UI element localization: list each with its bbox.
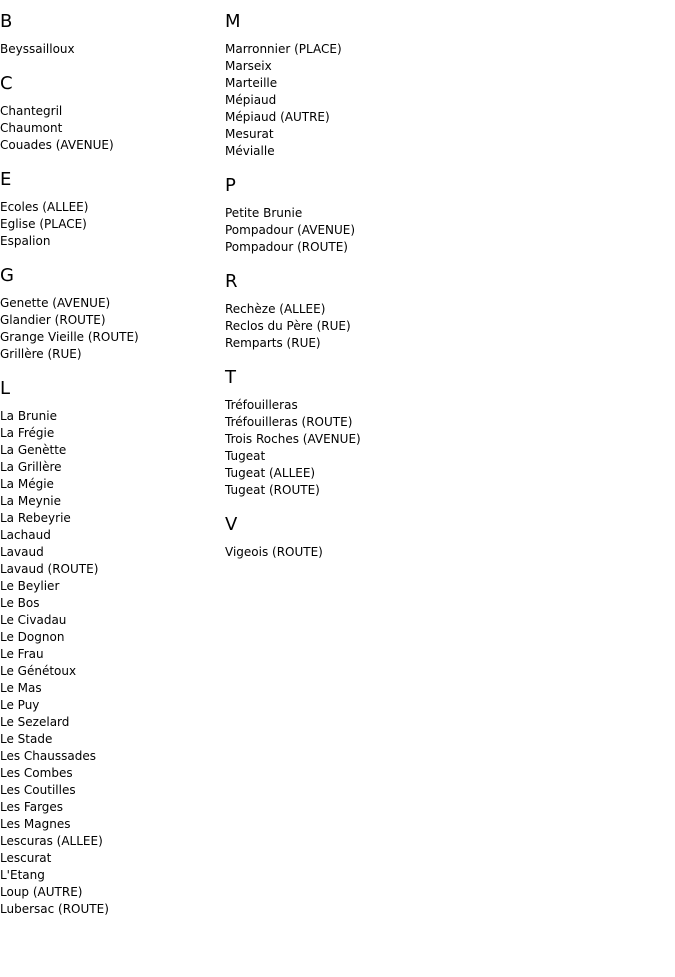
- street-name[interactable]: Le Civadau: [0, 613, 67, 627]
- street-name[interactable]: Grange Vieille (ROUTE): [0, 330, 139, 344]
- street-name[interactable]: Lubersac (ROUTE): [0, 902, 109, 916]
- street-name[interactable]: Trois Roches (AVENUE): [225, 432, 361, 446]
- letter-group: [0, 265, 220, 363]
- letter-group: [225, 175, 525, 256]
- street-name[interactable]: Mévialle: [225, 144, 275, 158]
- letter-heading: R: [225, 271, 238, 292]
- street-name[interactable]: Beyssailloux: [0, 42, 75, 56]
- street-name[interactable]: Les Combes: [0, 766, 73, 780]
- street-name[interactable]: Tréfouilleras (ROUTE): [225, 415, 353, 429]
- letter-heading: G: [0, 265, 14, 286]
- street-name[interactable]: Les Farges: [0, 800, 64, 814]
- letter-group: [225, 514, 525, 561]
- street-name[interactable]: Lachaud: [0, 528, 51, 542]
- letter-heading: L: [0, 378, 11, 399]
- letter-group: [225, 271, 525, 352]
- street-name[interactable]: Genette (AVENUE): [0, 296, 111, 310]
- street-name[interactable]: Remparts (RUE): [225, 336, 321, 350]
- street-list: [225, 41, 525, 160]
- street-name[interactable]: La Brunie: [0, 409, 57, 423]
- letter-group: [0, 169, 220, 250]
- letter-heading: P: [225, 175, 236, 196]
- street-name[interactable]: Pompadour (AVENUE): [225, 223, 356, 237]
- street-list: [0, 408, 220, 918]
- street-name[interactable]: Lavaud (ROUTE): [0, 562, 99, 576]
- street-name[interactable]: Pompadour (ROUTE): [225, 240, 348, 254]
- letter-heading: M: [225, 11, 241, 32]
- street-list: [225, 544, 525, 561]
- street-name[interactable]: Chaumont: [0, 121, 63, 135]
- street-name[interactable]: Marseix: [225, 59, 272, 73]
- street-name[interactable]: Reclos du Père (RUE): [225, 319, 351, 333]
- street-name[interactable]: Couades (AVENUE): [0, 138, 114, 152]
- street-name[interactable]: La Grillère: [0, 460, 62, 474]
- street-name[interactable]: Mesurat: [225, 127, 274, 141]
- street-list: [225, 397, 525, 499]
- street-name[interactable]: Le Bos: [0, 596, 40, 610]
- street-name[interactable]: Le Dognon: [0, 630, 65, 644]
- street-name[interactable]: Lescurat: [0, 851, 52, 865]
- street-name[interactable]: Le Mas: [0, 681, 42, 695]
- letter-group: [225, 367, 525, 499]
- letter-heading: T: [225, 367, 236, 388]
- street-name[interactable]: Tugeat (ALLEE): [225, 466, 316, 480]
- letter-heading: V: [225, 514, 238, 535]
- street-name[interactable]: Eglise (PLACE): [0, 217, 87, 231]
- street-name[interactable]: La Frégie: [0, 426, 55, 440]
- street-name[interactable]: Marronnier (PLACE): [225, 42, 342, 56]
- street-name[interactable]: Le Sezelard: [0, 715, 70, 729]
- street-name[interactable]: Le Beylier: [0, 579, 60, 593]
- street-list: [225, 205, 525, 256]
- street-name[interactable]: Lavaud: [0, 545, 44, 559]
- letter-heading: E: [0, 169, 12, 190]
- street-name[interactable]: Tugeat (ROUTE): [225, 483, 320, 497]
- letter-group: [0, 73, 220, 154]
- street-list: [0, 295, 220, 363]
- street-name[interactable]: Lescuras (ALLEE): [0, 834, 103, 848]
- street-name[interactable]: Tugeat: [225, 449, 266, 463]
- street-name[interactable]: Glandier (ROUTE): [0, 313, 106, 327]
- street-name[interactable]: Ecoles (ALLEE): [0, 200, 89, 214]
- street-name[interactable]: Chantegril: [0, 104, 63, 118]
- street-name[interactable]: Marteille: [225, 76, 278, 90]
- street-index-column-left: [0, 0, 220, 918]
- street-name[interactable]: Loup (AUTRE): [0, 885, 83, 899]
- street-name[interactable]: La Mégie: [0, 477, 54, 491]
- street-name[interactable]: Le Puy: [0, 698, 40, 712]
- letter-heading: B: [0, 11, 13, 32]
- street-name[interactable]: Les Chaussades: [0, 749, 96, 763]
- street-name[interactable]: Les Coutilles: [0, 783, 76, 797]
- street-name[interactable]: Le Génétoux: [0, 664, 77, 678]
- street-name[interactable]: Vigeois (ROUTE): [225, 545, 323, 559]
- street-list: [0, 199, 220, 250]
- street-name[interactable]: La Genètte: [0, 443, 67, 457]
- street-name[interactable]: Les Magnes: [0, 817, 71, 831]
- letter-group: [0, 11, 220, 58]
- street-name[interactable]: Espalion: [0, 234, 51, 248]
- street-name[interactable]: Petite Brunie: [225, 206, 303, 220]
- letter-group: [225, 11, 525, 160]
- street-name[interactable]: Rechèze (ALLEE): [225, 302, 326, 316]
- letter-heading: C: [0, 73, 13, 94]
- street-name[interactable]: L'Etang: [0, 868, 45, 882]
- street-name[interactable]: Tréfouilleras: [225, 398, 298, 412]
- street-name[interactable]: Le Stade: [0, 732, 53, 746]
- street-name[interactable]: Mépiaud (AUTRE): [225, 110, 330, 124]
- street-name[interactable]: Grillère (RUE): [0, 347, 82, 361]
- street-name[interactable]: La Meynie: [0, 494, 62, 508]
- street-index-column-right: [225, 0, 525, 561]
- street-name[interactable]: Mépiaud: [225, 93, 277, 107]
- letter-group: [0, 378, 220, 918]
- street-list: [225, 301, 525, 352]
- street-name[interactable]: La Rebeyrie: [0, 511, 71, 525]
- street-list: [0, 41, 220, 58]
- street-list: [0, 103, 220, 154]
- street-name[interactable]: Le Frau: [0, 647, 44, 661]
